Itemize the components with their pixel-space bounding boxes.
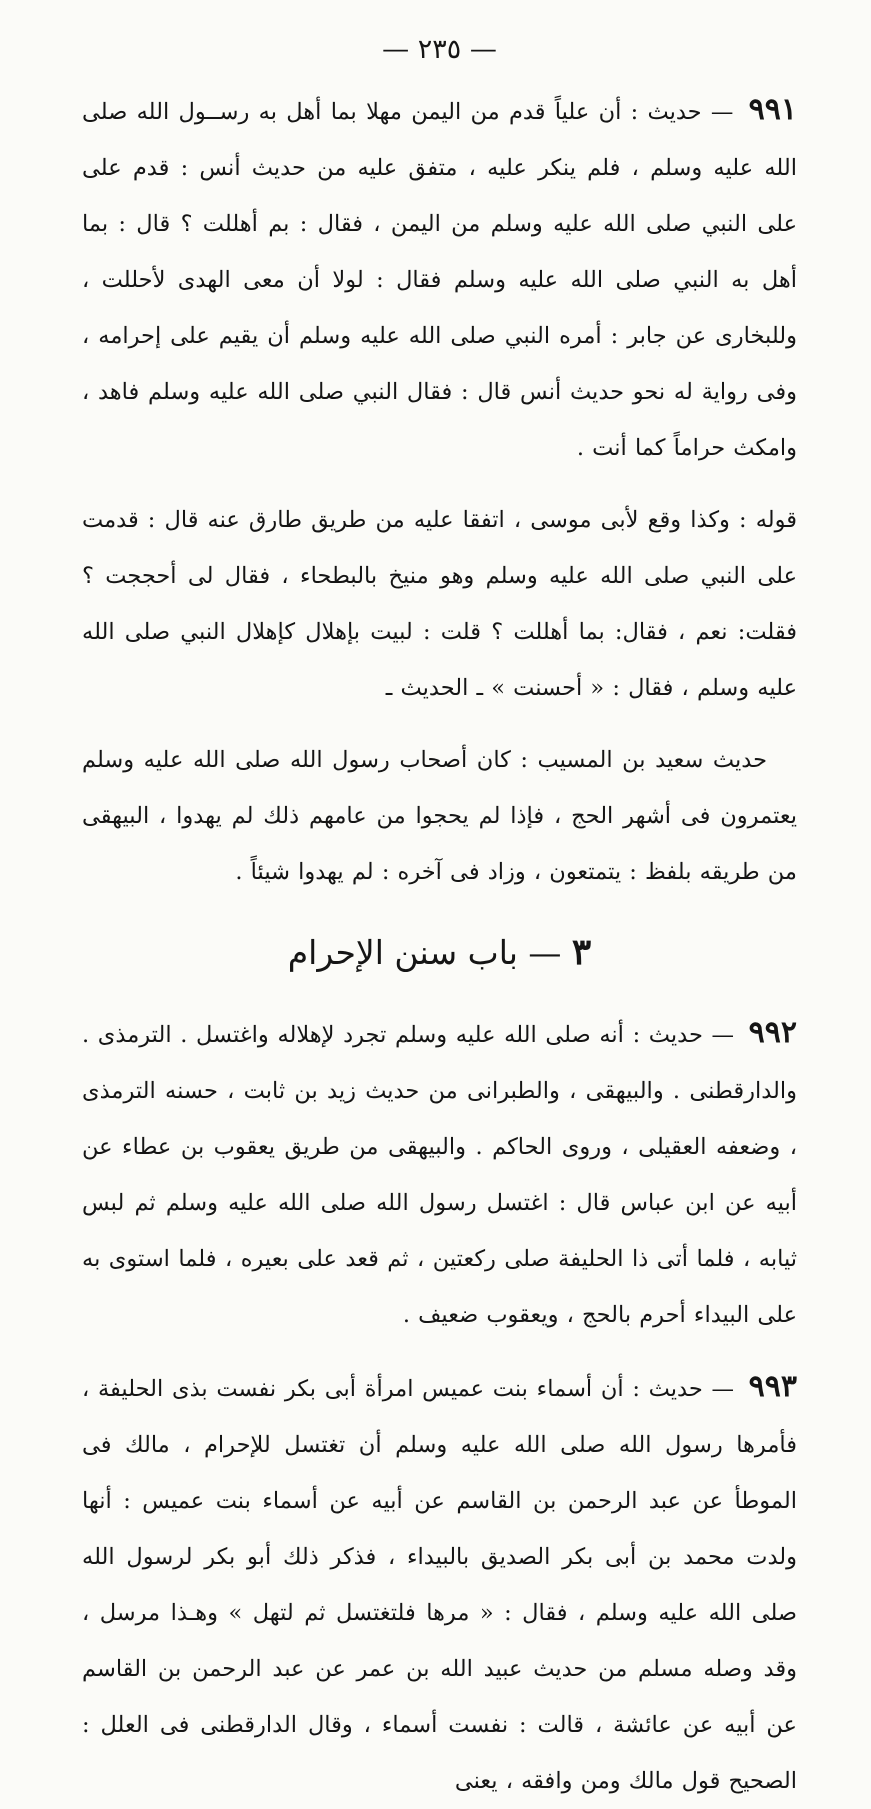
section-heading: [82, 922, 797, 983]
paragraph: [82, 1359, 797, 1809]
hadith-text: — حديث : أنه صلى الله عليه وسلم تجرد لإهلاله واغتسل . الترمذى . والدارقطنى . والبيهقى ، والطبرانى من حديث زيد بن ثابت ، حسنه الترمذى ، وضعفه العقيلى ، وروى الحاكم . والبيهقى من طريق يعقوب بن عطاء عن أبيه عن ابن عباس قال : اغتسل رسول الله صلى الله عليه وسلم ثم لبس ثيابه ، فلما أتى ذا الحليفة صلى ركعتين ، ثم قعد على بعيره ، فلما استوى به على البيداء أحرم بالحج ، ويعقوب ضعيف .: [82, 1022, 797, 1328]
hadith-993: [82, 1359, 797, 1809]
paragraph: [82, 1005, 797, 1343]
hadith-number: ٩٩٢: [748, 1015, 798, 1050]
paragraph: [82, 82, 797, 476]
commentary-abu-musa: [82, 492, 797, 716]
paragraph: [82, 492, 797, 716]
commentary-text: قوله : وكذا وقع لأبى موسى ، اتفقا عليه من طريق طارق عنه قال : قدمت على النبي صلى الله عليه وسلم وهو منيخ بالبطحاء ، فقال لى أحججت ؟ فقلت: نعم ، فقال: بما أهللت ؟ قلت : لبيت بإهلال كإهلال النبي صلى الله عليه وسلم ، فقال : « أحسنت » ـ الحديث ـ: [82, 507, 797, 701]
page-number: — ٢٣٥ —: [382, 34, 497, 65]
section-number: ٣: [571, 931, 592, 973]
section-title: — باب سنن الإحرام: [287, 933, 562, 972]
hadith-text: حديث سعيد بن المسيب : كان أصحاب رسول الله صلى الله عليه وسلم يعتمرون فى أشهر الحج ، فإذا لم يحجوا من عامهم ذلك لم يهدوا ، البيهقى من طريقه بلفظ : يتمتعون ، وزاد فى آخره : لم يهدوا شيئاً .: [82, 747, 797, 885]
hadith-992: [82, 1005, 797, 1343]
hadith-991: [82, 82, 797, 476]
hadith-text: — حديث : أن أسماء بنت عميس امرأة أبى بكر نفست بذى الحليفة ، فأمرها رسول الله صلى الله عليه وسلم أن تغتسل للإحرام ، مالك فى الموطأ عن عبد الرحمن بن القاسم عن أبيه عن أسماء بنت عميس : أنها ولدت محمد بن أبى بكر الصديق بالبيداء ، فذكر ذلك أبو بكر لرسول الله صلى الله عليه وسلم ، فقال : « مرها فلتغتسل ثم لتهل » وهـذا مرسل ، وقد وصله مسلم من حديث عبيد الله بن عمر عن عبد الرحمن بن القاسم عن أبيه عن عائشة ، قالت : نفست أسماء ، وقال الدارقطنى فى العلل : الصحيح قول مالك ومن وافقه ، يعنى: [82, 1376, 797, 1794]
hadith-number: ٩٩٣: [748, 1369, 798, 1404]
paragraph: [82, 732, 797, 900]
hadith-text: — حديث : أن علياً قدم من اليمن مهلا بما أهل به رســول الله صلى الله عليه وسلم ، فلم ينكر عليه ، متفق عليه من حديث أنس : قدم على على النبي صلى الله عليه وسلم من اليمن ، فقال : بم أهللت ؟ قال : بما أهل به النبي صلى الله عليه وسلم فقال : لولا أن معى الهدى لأحللت ، وللبخارى عن جابر : أمره النبي صلى الله عليه وسلم أن يقيم على إحرامه ، وفى رواية له نحو حديث أنس قال : فقال النبي صلى الله عليه وسلم فاهد ، وامكث حراماً كما أنت .: [82, 99, 797, 461]
hadith-number: ٩٩١: [748, 92, 798, 127]
hadith-said-ibn-musayyab: [82, 732, 797, 900]
